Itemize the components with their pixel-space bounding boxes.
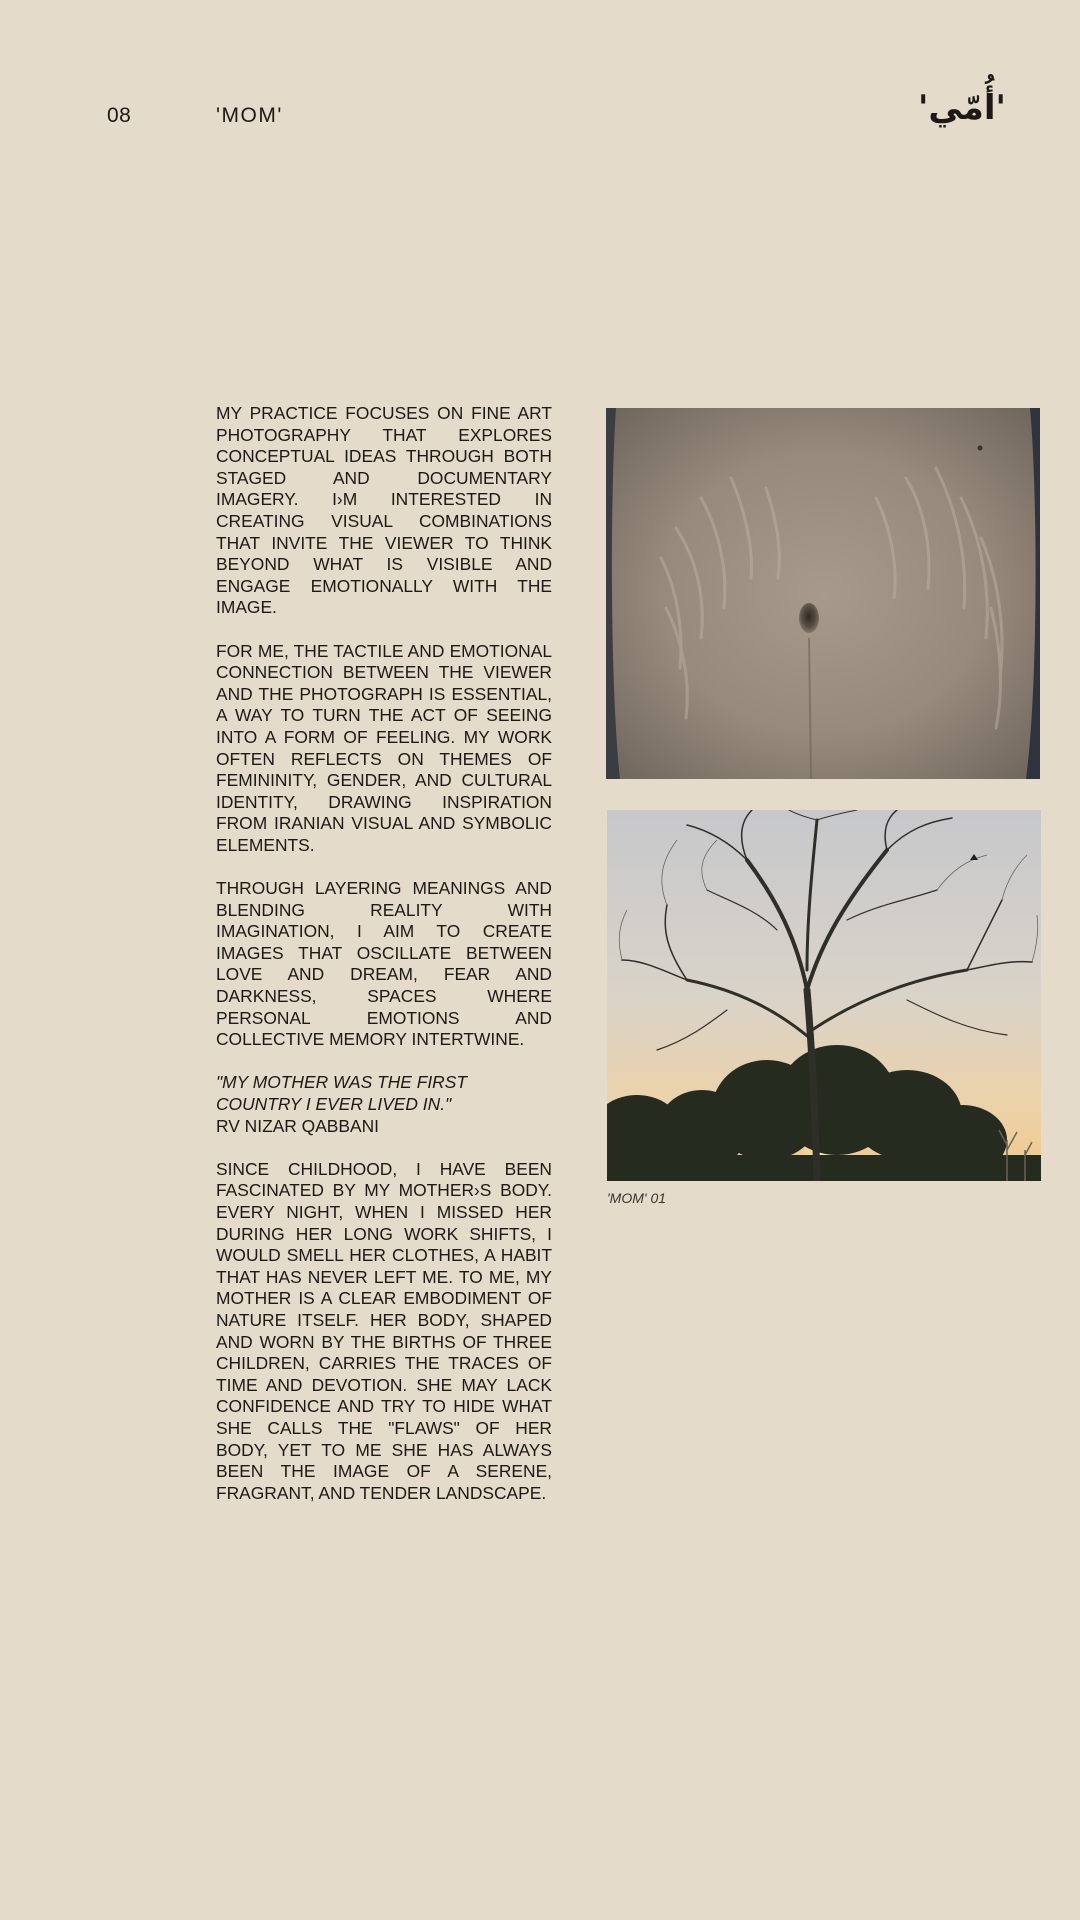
tree-sunset-photo [607, 810, 1041, 1181]
belly-photo [606, 408, 1040, 779]
paragraph-childhood: SINCE CHILDHOOD, I HAVE BEEN FASCINATED BY MY MOTHER›S BODY. EVERY NIGHT, WHEN I MISSED HER DURING HER LONG WORK SHIFTS, I WOULD SMELL HER CLOTHES, A HABIT THAT HAS NEVER LEFT ME. TO ME, MY MOTHER IS A CLEAR EMBODIMENT OF NATURE ITSELF. HER BODY, SHAPED AND WORN BY THE BIRTHS OF THREE CHILDREN, CARRIES THE TRACES OF TIME AND DEVOTION. SHE MAY LACK CONFIDENCE AND TRY TO HIDE WHAT SHE CALLS THE "FLAWS" OF HER BODY, YET TO ME SHE HAS ALWAYS BEEN THE IMAGE OF A SERENE, FRAGRANT, AND TENDER LANDSCAPE. [216, 1158, 552, 1503]
paragraph-connection: FOR ME, THE TACTILE AND EMOTIONAL CONNECTION BETWEEN THE VIEWER AND THE PHOTOGRAPH IS ESSENTIAL, A WAY TO TURN THE ACT OF SEEING INTO A FORM OF FEELING. MY WORK OFTEN REFLECTS ON THEMES OF FEMININITY, GENDER, AND CULTURAL IDENTITY, DRAWING INSPIRATION FROM IRANIAN VISUAL AND SYMBOLIC ELEMENTS. [216, 640, 552, 855]
quote-block [216, 1072, 552, 1137]
text-column [216, 403, 552, 1526]
quote-text: "MY MOTHER WAS THE FIRST COUNTRY I EVER LIVED IN." [216, 1072, 467, 1114]
arabic-title: 'أُمّي' [918, 88, 1006, 128]
page-number: 08 [107, 104, 132, 127]
paragraph-practice: MY PRACTICE FOCUSES ON FINE ART PHOTOGRAPHY THAT EXPLORES CONCEPTUAL IDEAS THROUGH BOTH STAGED AND DOCUMENTARY IMAGERY. I›M INTERESTED IN CREATING VISUAL COMBINATIONS THAT INVITE THE VIEWER TO THINK BEYOND WHAT IS VISIBLE AND ENGAGE EMOTIONALLY WITH THE IMAGE. [216, 403, 552, 618]
figure-caption: 'MOM' 01 [607, 1190, 667, 1206]
page-title: 'MOM' [216, 104, 283, 127]
paragraph-layering: THROUGH LAYERING MEANINGS AND BLENDING REALITY WITH IMAGINATION, I AIM TO CREATE IMAGES THAT OSCILLATE BETWEEN LOVE AND DREAM, FEAR AND DARKNESS, SPACES WHERE PERSONAL EMOTIONS AND COLLECTIVE MEMORY INTERTWINE. [216, 878, 552, 1050]
quote-attribution: RV NIZAR QABBANI [216, 1115, 379, 1136]
